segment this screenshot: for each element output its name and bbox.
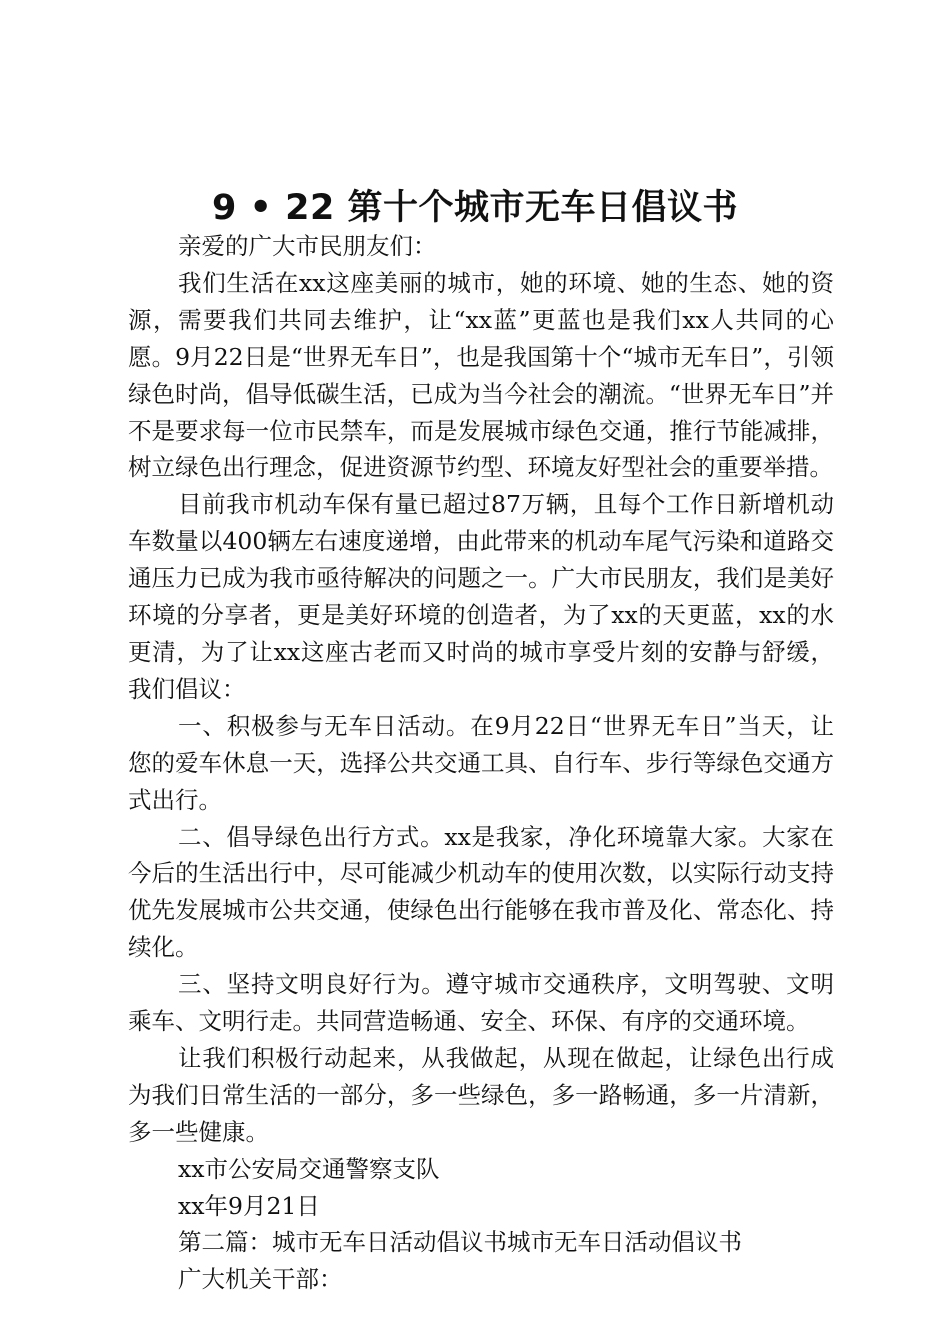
- closing-paragraph: 让我们积极行动起来，从我做起，从现在做起，让绿色出行成为我们日常生活的一部分，多一些绿色，多一路畅通，多一片清新，多一些健康。: [128, 1043, 834, 1146]
- date: xx年9月21日: [178, 1191, 320, 1220]
- paragraph-1: 我们生活在xx这座美丽的城市，她的环境、她的生态、她的资源，需要我们共同去维护，让“xx蓝”更蓝也是我们xx人共同的心愿。9月22日是“世界无车日”，也是我国第十个“城市无车日”，引领绿色时尚，倡导低碳生活，已成为当今社会的潮流。“世界无车日”并不是要求每一位市民禁车，而是发展城市绿色交通，推行节能减排，树立绿色出行理念，促进资源节约型、环境友好型社会的重要举措。: [128, 268, 834, 482]
- paragraph-2: 目前我市机动车保有量已超过87万辆，且每个工作日新增机动车数量以400辆左右速度递增，由此带来的机动车尾气污染和道路交通压力已成为我市亟待解决的问题之一。广大市民朋友，我们是美好环境的分享者，更是美好环境的创造者，为了xx的天更蓝，xx的水更清，为了让xx这座古老而又时尚的城市享受片刻的安静与舒缓，我们倡议：: [128, 490, 834, 703]
- signature: xx市公安局交通警察支队: [178, 1154, 440, 1183]
- second-salutation: 广大机关干部：: [178, 1265, 343, 1294]
- document-body: [128, 228, 834, 1298]
- salutation: 亲爱的广大市民朋友们：: [178, 232, 437, 260]
- proposal-2: 二、倡导绿色出行方式。xx是我家，净化环境靠大家。大家在今后的生活出行中，尽可能减少机动车的使用次数，以实际行动支持优先发展城市公共交通，使绿色出行能够在我市普及化、常态化、持续化。: [128, 822, 834, 962]
- second-article-title: 第二篇：城市无车日活动倡议书城市无车日活动倡议书: [178, 1228, 742, 1257]
- proposal-1: 一、积极参与无车日活动。在9月22日“世界无车日”当天，让您的爱车休息一天，选择公共交通工具、自行车、步行等绿色交通方式出行。: [128, 711, 834, 814]
- document-title: 9 • 22 第十个城市无车日倡议书: [212, 188, 738, 228]
- proposal-3: 三、坚持文明良好行为。遵守城市交通秩序，文明驾驶、文明乘车、文明行走。共同营造畅通、安全、环保、有序的交通环境。: [128, 970, 834, 1036]
